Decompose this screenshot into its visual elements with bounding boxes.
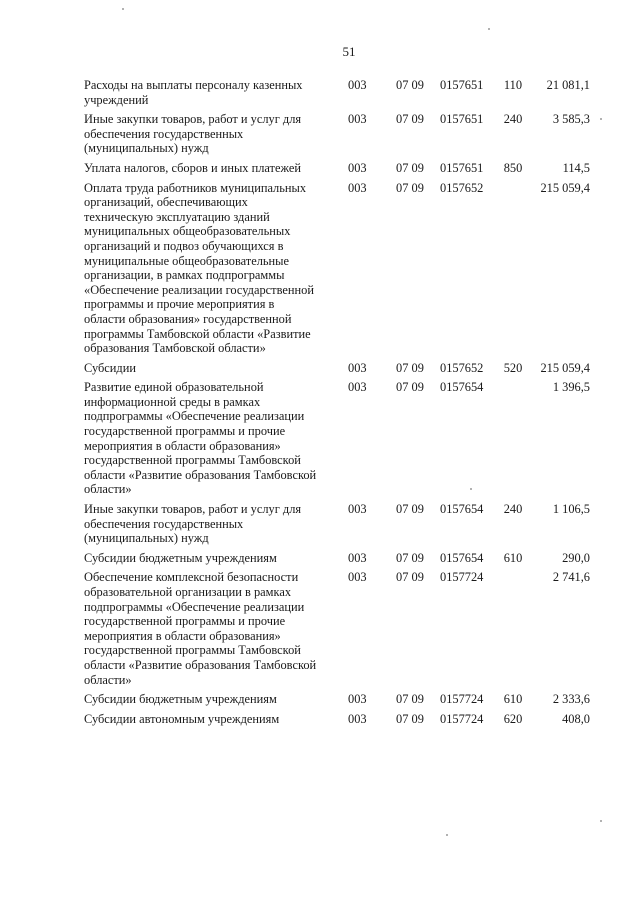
table-row	[84, 692, 590, 707]
row-target-item-code: 0157651	[440, 112, 484, 127]
row-section-code: 07 09	[396, 78, 424, 92]
row-grbs-code: 003	[348, 550, 367, 565]
row-amount: 215 059,4	[540, 360, 590, 375]
row-amount: 3 585,3	[552, 112, 590, 127]
row-grbs-code: 003	[348, 711, 367, 726]
row-expense-type-code: 110	[503, 78, 523, 92]
row-grbs-code: 003	[348, 78, 367, 92]
row-amount: 215 059,4	[540, 180, 590, 195]
row-section-code: 07 09	[396, 502, 424, 517]
row-target-item-code: 0157651	[440, 160, 484, 175]
row-section-code: 07 09	[396, 360, 424, 375]
row-section-code: 07 09	[396, 180, 424, 195]
row-grbs-code: 003	[348, 692, 367, 707]
table-row	[84, 161, 590, 176]
row-description: Обеспечение комплексной безопасности образовательной организации в рамках подпрограммы «Обеспечение реализации государственной программы и прочие мероприятия в области образования» государственной программы Тамбовской области «Развитие образования Тамбовской области»	[84, 570, 317, 687]
row-amount: 408,0	[562, 711, 590, 726]
row-description: Субсидии бюджетным учреждениям	[84, 550, 277, 565]
page-number: 51	[342, 44, 356, 59]
row-section-code: 07 09	[396, 711, 424, 726]
row-target-item-code: 0157652	[440, 180, 484, 195]
row-amount: 1 106,5	[552, 502, 590, 517]
table-row	[84, 361, 590, 376]
row-expense-type-code: 520	[503, 360, 523, 375]
table-row	[84, 551, 590, 566]
row-grbs-code: 003	[348, 360, 367, 375]
row-target-item-code: 0157724	[440, 570, 484, 585]
table-row	[84, 78, 590, 107]
row-amount: 1 396,5	[552, 380, 590, 395]
row-section-code: 07 09	[396, 160, 424, 175]
row-amount: 290,0	[562, 550, 590, 565]
row-target-item-code: 0157724	[440, 692, 484, 707]
row-expense-type-code: 240	[503, 502, 523, 517]
scan-speck	[488, 28, 490, 30]
row-description: Субсидии автономным учреждениям	[84, 711, 280, 726]
row-amount: 2 333,6	[552, 692, 590, 707]
row-grbs-code: 003	[348, 180, 367, 195]
row-expense-type-code: 850	[503, 160, 523, 175]
row-grbs-code: 003	[348, 380, 367, 395]
row-amount: 21 081,1	[546, 78, 590, 92]
row-section-code: 07 09	[396, 692, 424, 707]
table-row	[84, 712, 590, 727]
table-row	[84, 181, 590, 356]
row-target-item-code: 0157724	[440, 711, 484, 726]
scan-speck	[600, 820, 602, 822]
table-row	[84, 112, 590, 156]
row-description: Расходы на выплаты персоналу казенных учреждений	[84, 78, 303, 107]
table-row	[84, 570, 590, 687]
table-row	[84, 380, 590, 497]
row-target-item-code: 0157654	[440, 550, 484, 565]
row-grbs-code: 003	[348, 160, 367, 175]
row-target-item-code: 0157654	[440, 380, 484, 395]
scan-speck	[122, 8, 124, 10]
row-target-item-code: 0157651	[440, 78, 484, 92]
row-description: Субсидии бюджетным учреждениям	[84, 692, 277, 707]
row-section-code: 07 09	[396, 112, 424, 127]
row-expense-type-code: 610	[503, 550, 523, 565]
row-description: Оплата труда работников муниципальных организаций, обеспечивающих техническую эксплуатацию зданий муниципальных общеобразовательных организаций и подвоз обучающихся в муниципальные общеобразовательные организации, в рамках подпрограммы «Обеспечение реализации государственной программы и прочие мероприятия в области образования» государственной программы Тамбовской области «Развитие образования Тамбовской области»	[84, 180, 314, 356]
scan-speck	[600, 118, 602, 120]
row-section-code: 07 09	[396, 570, 424, 585]
row-expense-type-code: 610	[503, 692, 523, 707]
scan-speck	[470, 488, 472, 490]
row-expense-type-code: 240	[503, 112, 523, 127]
row-description: Развитие единой образовательной информационной среды в рамках подпрограммы «Обеспечение реализации государственной программы и прочие мероприятия в области образования» государственной программы Тамбовской области «Развитие образования Тамбовской области»	[84, 380, 317, 497]
row-description: Субсидии	[84, 360, 136, 375]
row-expense-type-code: 620	[503, 711, 523, 726]
row-target-item-code: 0157654	[440, 502, 484, 517]
table-row	[84, 502, 590, 546]
row-description: Иные закупки товаров, работ и услуг для обеспечения государственных (муниципальных) нужд	[84, 112, 302, 156]
row-description: Иные закупки товаров, работ и услуг для обеспечения государственных (муниципальных) нужд	[84, 502, 302, 546]
row-section-code: 07 09	[396, 380, 424, 395]
budget-table	[84, 78, 590, 731]
row-description: Уплата налогов, сборов и иных платежей	[84, 160, 302, 175]
row-amount: 114,5	[562, 160, 590, 175]
scan-speck	[446, 834, 448, 836]
row-section-code: 07 09	[396, 550, 424, 565]
row-grbs-code: 003	[348, 570, 367, 585]
row-grbs-code: 003	[348, 502, 367, 517]
row-target-item-code: 0157652	[440, 360, 484, 375]
row-amount: 2 741,6	[552, 570, 590, 585]
row-grbs-code: 003	[348, 112, 367, 127]
